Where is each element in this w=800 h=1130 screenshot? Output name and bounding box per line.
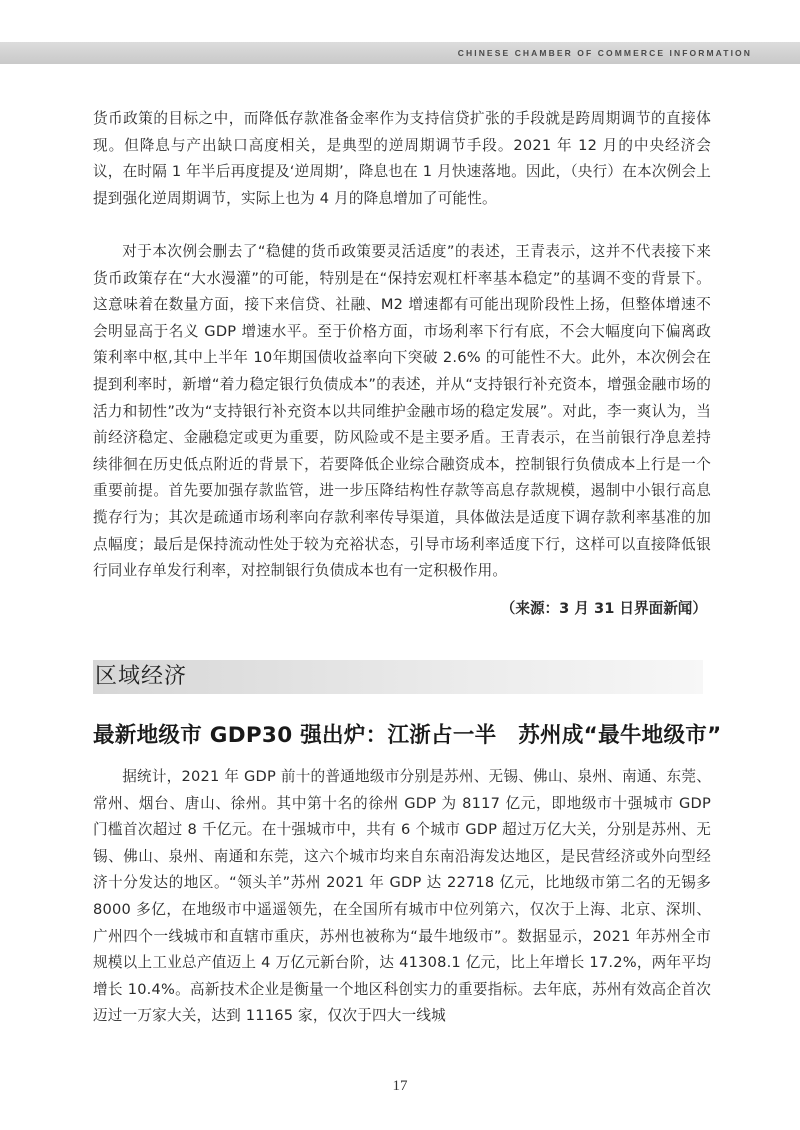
- header-banner: [0, 42, 800, 64]
- section-title: 区域经济: [95, 664, 188, 689]
- body-paragraph-1: 货币政策的目标之中，而降低存款准备金率作为支持信贷扩张的手段就是跨周期调节的直接体现。但降息与产出缺口高度相关，是典型的逆周期调节手段。2021 年 12 月的中央经济会议，在时隔 1 年半后再度提及‘逆周期’，降息也在 1 月快速落地。因此，（央行）在本次例会上提到强化逆周期调节，实际上也为 4 月的降息增加了可能性。: [93, 110, 711, 207]
- source-citation: （来源：3 月 31 日界面新闻）: [500, 600, 707, 617]
- article-title: 最新地级市 GDP30 强出炉：江浙占一半 苏州成“最牛地级市”: [93, 723, 722, 748]
- section-header-bar: [93, 660, 703, 694]
- header-banner-text: CHINESE CHAMBER OF COMMERCE INFORMATION: [457, 48, 752, 58]
- page-number: 17: [392, 1078, 408, 1094]
- article-paragraph-1: 据统计，2021 年 GDP 前十的普通地级市分别是苏州、无锡、佛山、泉州、南通、东莞、常州、烟台、唐山、徐州。其中第十名的徐州 GDP 为 8117 亿元，即地级市十强城市 GDP 门槛首次超过 8 千亿元。在十强城市中，共有 6 个城市 GDP 超过万亿大关，分别是苏州、无锡、佛山、泉州、南通和东莞，这六个城市均来自东南沿海发达地区，是民营经济或外向型经济十分发达的地区。“领头羊”苏州 2021 年 GDP 达 22718 亿元，比地级市第二名的无锡多 8000 多亿，在地级市中遥遥领先，在全国所有城市中位列第六，仅次于上海、北京、深圳、广州四个一线城市和直辖市重庆，苏州也被称为“最牛地级市”。数据显示，2021 年苏州全市规模以上工业总产值迈上 4 万亿元新台阶，达 41308.1 亿元，比上年增长 17.2%，两年平均增长 10.4%。高新技术企业是衡量一个地区科创实力的重要指标。去年底，苏州有效高企首次迈过一万家大关，达到 11165 家，仅次于四大一线城: [93, 768, 711, 1025]
- body-paragraph-2: 对于本次例会删去了“稳健的货币政策要灵活适度”的表述，王青表示，这并不代表接下来货币政策存在“大水漫灌”的可能，特别是在“保持宏观杠杆率基本稳定”的基调不变的背景下。这意味着在数量方面，接下来信贷、社融、M2 增速都有可能出现阶段性上扬，但整体增速不会明显高于名义 GDP 增速水平。至于价格方面，市场利率下行有底，不会大幅度向下偏离政策利率中枢,其中上半年 10年期国债收益率向下突破 2.6% 的可能性不大。此外，本次例会在提到利率时，新增“着力稳定银行负债成本”的表述，并从“支持银行补充资本，增强金融市场的活力和韧性”改为“支持银行补充资本以共同维护金融市场的稳定发展”。对此，李一爽认为，当前经济稳定、金融稳定或更为重要，防风险或不是主要矛盾。王青表示，在当前银行净息差持续徘徊在历史低点附近的背景下，若要降低企业综合融资成本，控制银行负债成本上行是一个重要前提。首先要加强存款监管，进一步压降结构性存款等高息存款规模，遏制中小银行高息揽存行为；其次是疏通市场利率向存款利率传导渠道，具体做法是适度下调存款利率基准的加点幅度；最后是保持流动性处于较为充裕状态，引导市场利率适度下行，这样可以直接降低银行同业存单发行利率，对控制银行负债成本也有一定积极作用。: [93, 243, 711, 580]
